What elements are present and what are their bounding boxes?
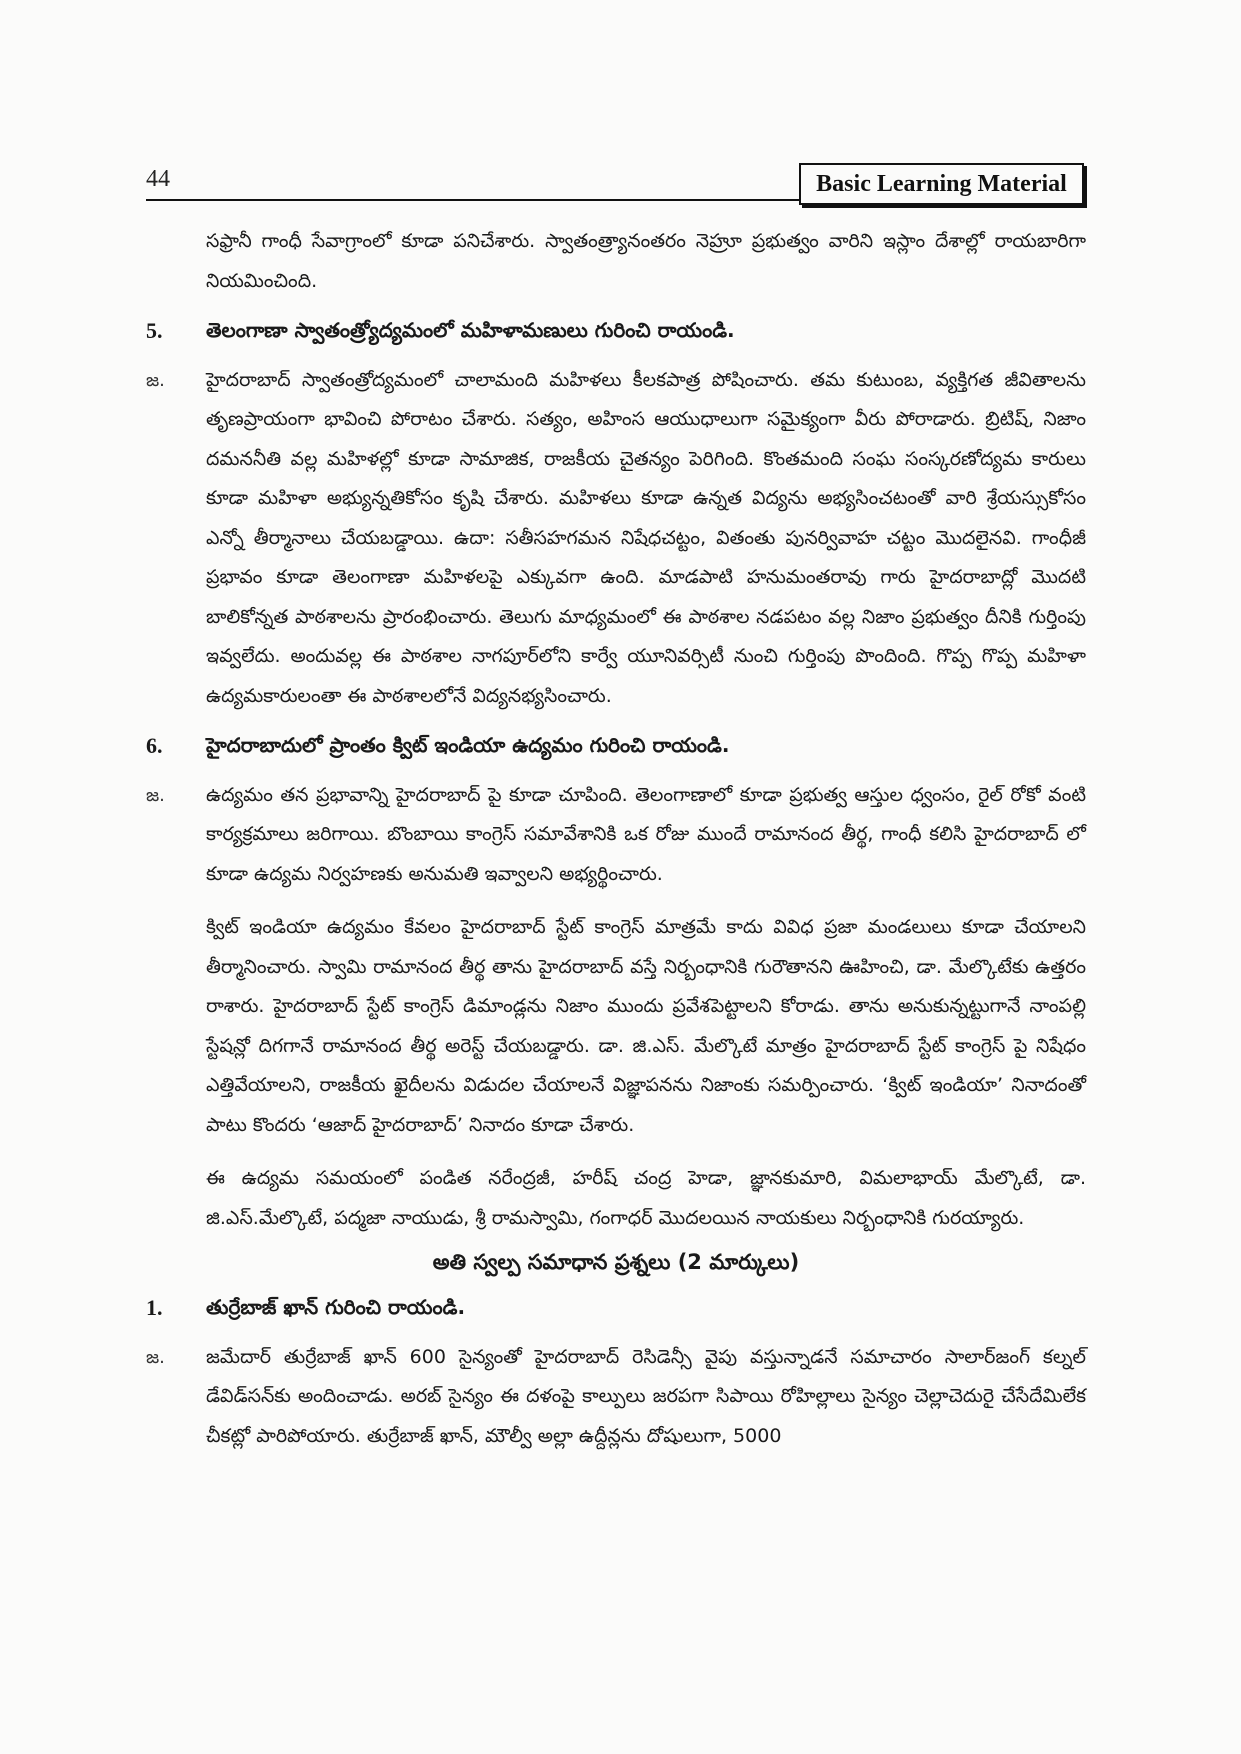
question-6: [146, 726, 1086, 766]
question-5: [146, 311, 1086, 351]
question-number: 5.: [146, 318, 163, 343]
answer-marker: జ.: [146, 784, 165, 806]
header-rule: [146, 199, 802, 201]
answer-paragraph: క్విట్ ఇండియా ఉద్యమం కేవలం హైదరాబాద్ స్టేట్ కాంగ్రెస్ మాత్రమే కాదు వివిధ ప్రజా మండలులు కూడా చేయాలని తీర్మానించారు. స్వామి రామానంద తీర్థ తాను హైదరాబాద్ వస్తే నిర్బంధానికి గురౌతానని ఊహించి, డా. మేల్కొటేకు ఉత్తరం రాశారు. హైదరాబాద్ స్టేట్ కాంగ్రెస్ డిమాండ్లను నిజాం ముందు ప్రవేశపెట్టాలని కోరాడు. తాను అనుకున్నట్టుగానే నాంపల్లి స్టేషన్లో దిగగానే రామానంద తీర్థ అరెస్ట్ చేయబడ్డారు. డా. జి.ఎస్. మేల్కొటే మాత్రం హైదరాబాద్ స్టేట్ కాంగ్రెస్ పై నిషేధం ఎత్తివేయాలని, రాజకీయ ఖైదీలను విడుదల చేయాలనే విజ్ఞాపనను నిజాంకు సమర్పించారు. ‘క్విట్ ఇండియా’ నినాదంతో పాటు కొందరు ‘ఆజాద్ హైదరాబాద్’ నినాదం కూడా చేశారు.: [206, 916, 1086, 1136]
short-answer-1: [146, 1338, 1086, 1457]
answer-6: [146, 776, 1086, 1239]
answer-text: జమేదార్ తుర్రేబాజ్ ఖాన్ 600 సైన్యంతో హైదరాబాద్ రెసిడెన్సీ వైపు వస్తున్నాడనే సమాచారం సాలార్‌జంగ్ కల్నల్ డేవిడ్‌సన్‌కు అందించాడు. అరబ్ సైన్యం ఈ దళంపై కాల్పులు జరపగా సిపాయి రోహిల్లాలు సైన్యం చెల్లాచెదురై చేసేదేమిలేక చీకట్లో పారిపోయారు. తుర్రేబాజ్ ఖాన్, మౌల్వీ అల్లా ఉద్దీన్లను దోషులుగా, 5000: [206, 1345, 1086, 1447]
answer-paragraph: ఈ ఉద్యమ సమయంలో పండిత నరేంద్రజీ, హరీష్ చంద్ర హెడా, జ్ఞానకుమారి, విమలాభాయ్ మేల్కొటే, డా. జి.ఎస్.మేల్కొటే, పద్మజా నాయుడు, శ్రీ రామస్వామి, గంగాధర్ మొదలయిన నాయకులు నిర్బంధానికి గురయ్యారు.: [206, 1167, 1086, 1229]
question-text: తెలంగాణా స్వాతంత్ర్యోద్యమంలో మహిళామణులు గురించి రాయండి.: [206, 318, 735, 342]
answer-paragraph: ఉద్యమం తన ప్రభావాన్ని హైదరాబాద్ పై కూడా చూపింది. తెలంగాణాలో కూడా ప్రభుత్వ ఆస్తుల ధ్వంసం, రైల్ రోకో వంటి కార్యక్రమాలు జరిగాయి. బొంబాయి కాంగ్రెస్ సమావేశానికి ఒక రోజు ముందే రామానంద తీర్థ, గాంధీ కలిసి హైదరాబాద్ లో కూడా ఉద్యమ నిర్వహణకు అనుమతి ఇవ్వాలని అభ్యర్థించారు.: [206, 783, 1086, 885]
page-content: [146, 222, 1086, 1456]
header-title: Basic Learning Material: [799, 163, 1084, 205]
intro-continuation: సఫ్రానీ గాంధీ సేవాగ్రాంలో కూడా పనిచేశారు. స్వాతంత్ర్యానంతరం నెహ్రూ ప్రభుత్వం వారిని ఇస్లాం దేశాల్లో రాయబారిగా నియమించింది.: [206, 230, 1086, 292]
answer-marker: జ.: [146, 369, 165, 391]
question-number: 6.: [146, 733, 163, 758]
answer-marker: జ.: [146, 1346, 165, 1368]
answer-5: [146, 361, 1086, 717]
question-text: హైదరాబాదులో ప్రాంతం క్విట్ ఇండియా ఉద్యమం గురించి రాయండి.: [206, 733, 730, 757]
page-number: 44: [146, 166, 170, 192]
short-question-1: [146, 1288, 1086, 1328]
section-heading: అతి స్వల్ప సమాధాన ప్రశ్నలు (2 మార్కులు): [432, 1250, 800, 1274]
answer-text: హైదరాబాద్ స్వాతంత్రోద్యమంలో చాలామంది మహిళలు కీలకపాత్ర పోషించారు. తమ కుటుంబ, వ్యక్తిగత జీవితాలను తృణప్రాయంగా భావించి పోరాటం చేశారు. సత్యం, అహింస ఆయుధాలుగా సమైక్యంగా వీరు పోరాడారు. బ్రిటిష్, నిజాం దమననీతి వల్ల మహిళల్లో కూడా సామాజిక, రాజకీయ చైతన్యం పెరిగింది. కొంతమంది సంఘ సంస్కరణోద్యమ కారులు కూడా మహిళా అభ్యున్నతికోసం కృషి చేశారు. మహిళలు కూడా ఉన్నత విద్యను అభ్యసించటంతో వారి శ్రేయస్సుకోసం ఎన్నో తీర్మానాలు చేయబడ్డాయి. ఉదా: సతీసహగమన నిషేధచట్టం, వితంతు పునర్వివాహ చట్టం మొదలైనవి. గాంధీజీ ప్రభావం కూడా తెలంగాణా మహిళలపై ఎక్కువగా ఉంది. మాడపాటి హనుమంతరావు గారు హైదరాబాద్లో మొదటి బాలికోన్నత పాఠశాలను ప్రారంభించారు. తెలుగు మాధ్యమంలో ఈ పాఠశాల నడపటం వల్ల నిజాం ప్రభుత్వం దీనికి గుర్తింపు ఇవ్వలేదు. అందువల్ల ఈ పాఠశాల నాగపూర్‌లోని కార్వే యూనివర్సిటీ నుంచి గుర్తింపు పొందింది. గొప్ప గొప్ప మహిళా ఉద్యమకారులంతా ఈ పాఠశాలలోనే విద్యనభ్యసించారు.: [206, 368, 1086, 707]
question-text: తుర్రేబాజ్ ఖాన్ గురించి రాయండి.: [206, 1295, 466, 1319]
question-number: 1.: [146, 1295, 163, 1320]
